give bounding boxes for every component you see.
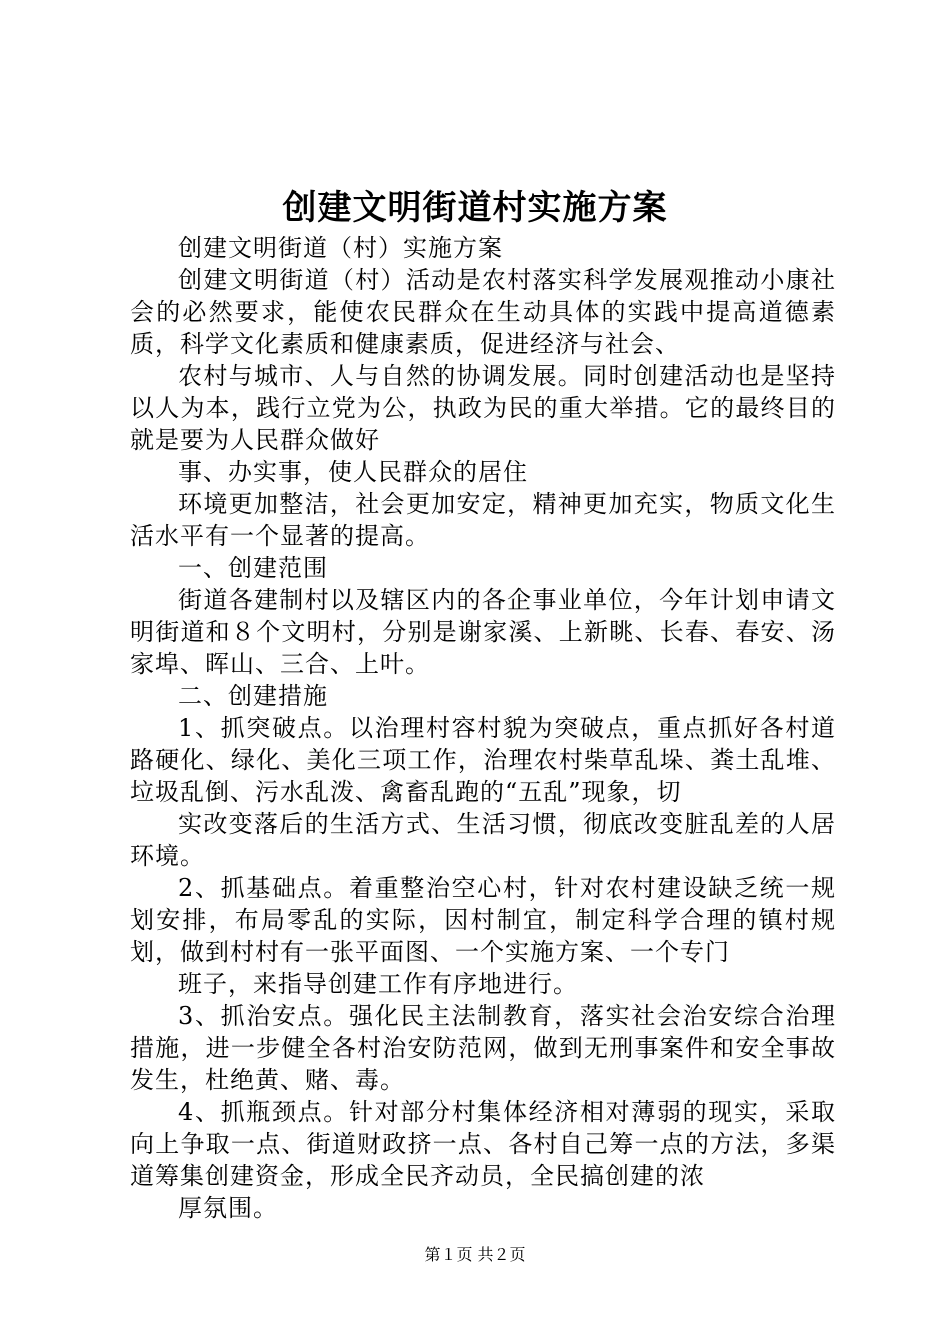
section-heading-measures: 二、创建措施	[178, 682, 328, 710]
section-heading-scope: 一、创建范围	[178, 554, 328, 582]
list-item: 4、抓瓶颈点。针对部分村集体经济相对薄弱的现实，采取向上争取一点、街道财政挤一点、各村自己筹一点的方法，多渠道筹集创建资金，形成全民齐动员，全民搞创建的浓	[130, 1098, 836, 1190]
list-item: 1、抓突破点。以治理村容村貌为突破点，重点抓好各村道路硬化、绿化、美化三项工作，治理农村柴草乱垛、粪土乱堆、垃圾乱倒、污水乱泼、禽畜乱跑的“五乱”现象，切	[130, 714, 836, 806]
paragraph: 实改变落后的生活方式、生活习惯，彻底改变脏乱差的人居环境。	[130, 810, 836, 870]
page-number-footer: 第１页 共２页	[424, 1245, 526, 1264]
list-item: 2、抓基础点。着重整治空心村，针对农村建设缺乏统一规划安排，布局零乱的实际，因村制宜，制定科学合理的镇村规划，做到村村有一张平面图、一个实施方案、一个专门	[130, 874, 836, 966]
document-title: 创建文明街道村实施方案	[282, 188, 668, 228]
paragraph: 班子，来指导创建工作有序地进行。	[178, 970, 578, 998]
paragraph: 农村与城市、人与自然的协调发展。同时创建活动也是坚持以人为本，践行立党为公，执政为民的重大举措。它的最终目的就是要为人民群众做好	[130, 362, 836, 454]
document-body	[130, 232, 836, 1224]
paragraph: 创建文明街道（村）活动是农村落实科学发展观推动小康社会的必然要求，能使农民群众在生动具体的实践中提高道德素质，科学文化素质和健康素质，促进经济与社会、	[130, 266, 836, 358]
paragraph: 厚氛围。	[178, 1194, 278, 1222]
paragraph-subtitle: 创建文明街道（村）实施方案	[178, 234, 503, 262]
paragraph: 街道各建制村以及辖区内的各企事业单位，今年计划申请文明街道和８个文明村，分别是谢家溪、上新眺、长春、春安、汤家埠、晖山、三合、上叶。	[130, 586, 836, 678]
paragraph: 环境更加整洁，社会更加安定，精神更加充实，物质文化生活水平有一个显著的提高。	[130, 490, 836, 550]
paragraph: 事、办实事，使人民群众的居住	[178, 458, 528, 486]
list-item: 3、抓治安点。强化民主法制教育，落实社会治安综合治理措施，进一步健全各村治安防范网，做到无刑事案件和安全事故发生，杜绝黄、赌、毒。	[130, 1002, 836, 1094]
